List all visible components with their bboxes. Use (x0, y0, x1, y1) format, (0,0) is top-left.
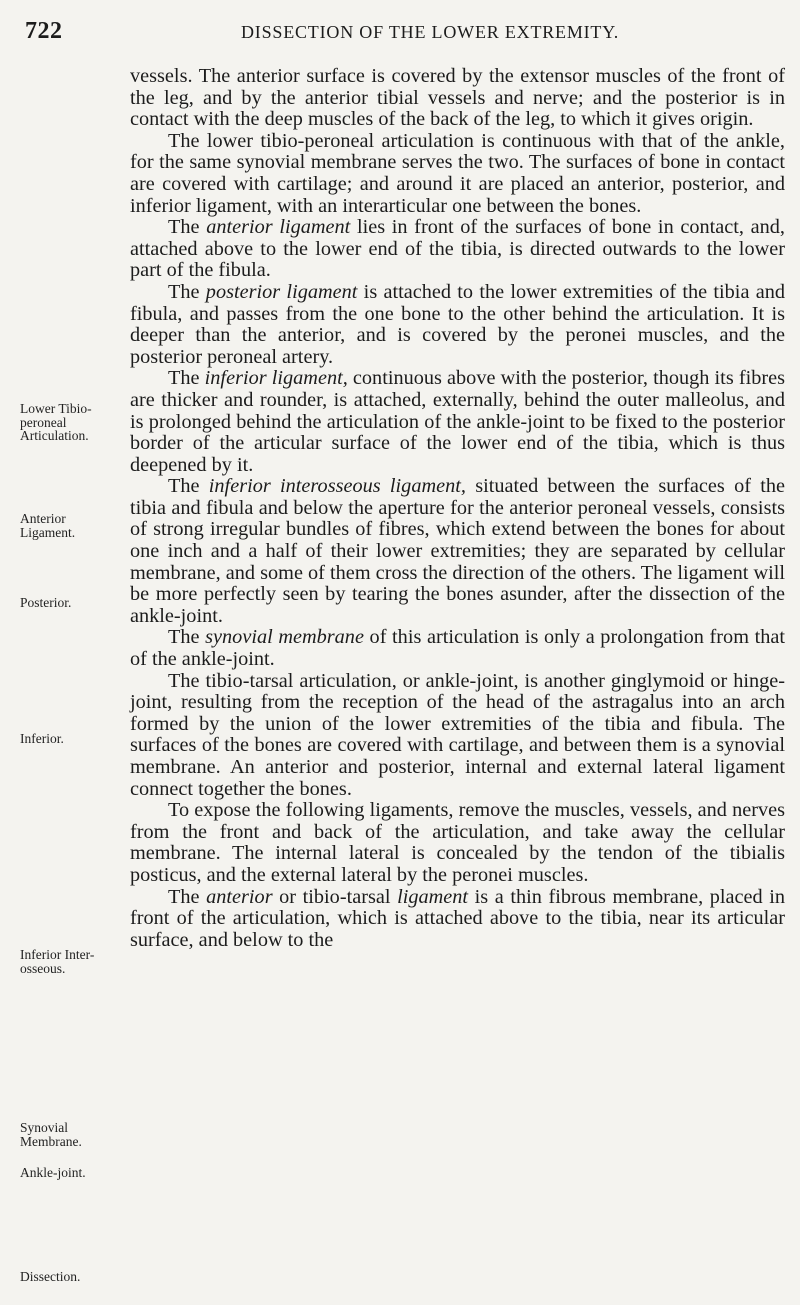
margin-note: Ankle-joint. (20, 1165, 86, 1180)
margin-note: Anterior Ligament. (20, 511, 76, 540)
paragraph: The inferior interosseous ligament, situated between the surfaces of the tibia and fibula and below the aperture for the anterior peroneal vessels, consists of strong irregular bundles of fibres, which extend between the bones for about one inch and a half of their lower extremities; they are separated by cellular membrane, and some of them cross the direction of the others. The ligament will be more perfectly seen by tearing the bones asunder, after the dissection of the ankle-joint. (130, 475, 785, 627)
paragraph: To expose the following ligaments, remove the muscles, vessels, and nerves from the front and back of the articulation, and take away the cellular membrane. The internal lateral is concealed by the tendon of the tibialis posticus, and the external lateral by the peronei muscles. (130, 799, 785, 886)
italic-term: ligament (397, 885, 469, 908)
italic-term: synovial membrane (205, 626, 364, 649)
paragraph: The synovial membrane of this articulation is only a prolongation from that of the ankle-joint. (130, 626, 785, 671)
running-title: DISSECTION OF THE LOWER EXTREMITY. (240, 22, 620, 42)
page-header (25, 12, 785, 52)
italic-term: inferior interosseous ligament, (208, 475, 466, 498)
margin-note: Posterior. (20, 595, 72, 610)
paragraph: The inferior ligament, continuous above with the posterior, though its fibres are thicker and rounder, is attached, externally, behind the outer malleolus, and is prolonged behind the articulation of the ankle-joint to be fixed to the posterior border of the articular surface of the lower end of the tibia, which is thus deepened by it. (130, 367, 786, 476)
margin-note: Lower Tibio-peroneal Articulation. (20, 401, 92, 443)
italic-term: anterior (206, 885, 273, 908)
paragraph: The lower tibio-peroneal articulation is continuous with that of the ankle, for the same synovial membrane serves the two. The surfaces of bone in contact are covered with cartilage; and around it are placed an anterior, posterior, and inferior ligament, with an interarticular one between the bones. (130, 129, 785, 217)
margin-note: Inferior Inter-osseous. (20, 947, 95, 976)
paragraph: The anterior or tibio-tarsal ligament is a thin fibrous membrane, placed in front of the articulation, which is attached above to the tibia, near its articular surface, and below to the (130, 885, 785, 951)
margin-note: Synovial Membrane. (20, 1120, 82, 1149)
italic-term: anterior ligament (206, 216, 351, 239)
paragraph: vessels. The anterior surface is covered by the extensor muscles of the front of the leg, and by the anterior tibial vessels and nerve; and the posterior is in contact with the deep muscles of the back of the leg, to which it gives origin. (130, 65, 785, 131)
page-number: 722 (25, 18, 63, 44)
paragraph: The posterior ligament is attached to the lower extremities of the tibia and fibula, and passes from the one bone to the other behind the articulation. It is deeper than the anterior, and is covered by the peronei muscles, and the posterior peroneal artery. (130, 280, 785, 368)
paragraph: The anterior ligament lies in front of the surfaces of bone in contact, and, attached above to the lower end of the tibia, is directed outwards to the lower part of the fibula. (130, 216, 785, 282)
margin-note: Dissection. (20, 1269, 81, 1284)
paragraph: The tibio-tarsal articulation, or ankle-joint, is another ginglymoid or hinge-joint, resulting from the reception of the head of the astragalus into an arch formed by the union of the lower extremities of the tibia and fibula. The surfaces of the bones are covered with cartilage, and between them is a synovial membrane. An anterior and posterior, internal and external lateral ligament connect together the bones. (130, 669, 785, 800)
italic-term: inferior ligament, (204, 367, 348, 390)
body-text (130, 66, 785, 951)
margin-note: Inferior. (20, 731, 64, 746)
italic-term: posterior ligament (205, 280, 358, 303)
